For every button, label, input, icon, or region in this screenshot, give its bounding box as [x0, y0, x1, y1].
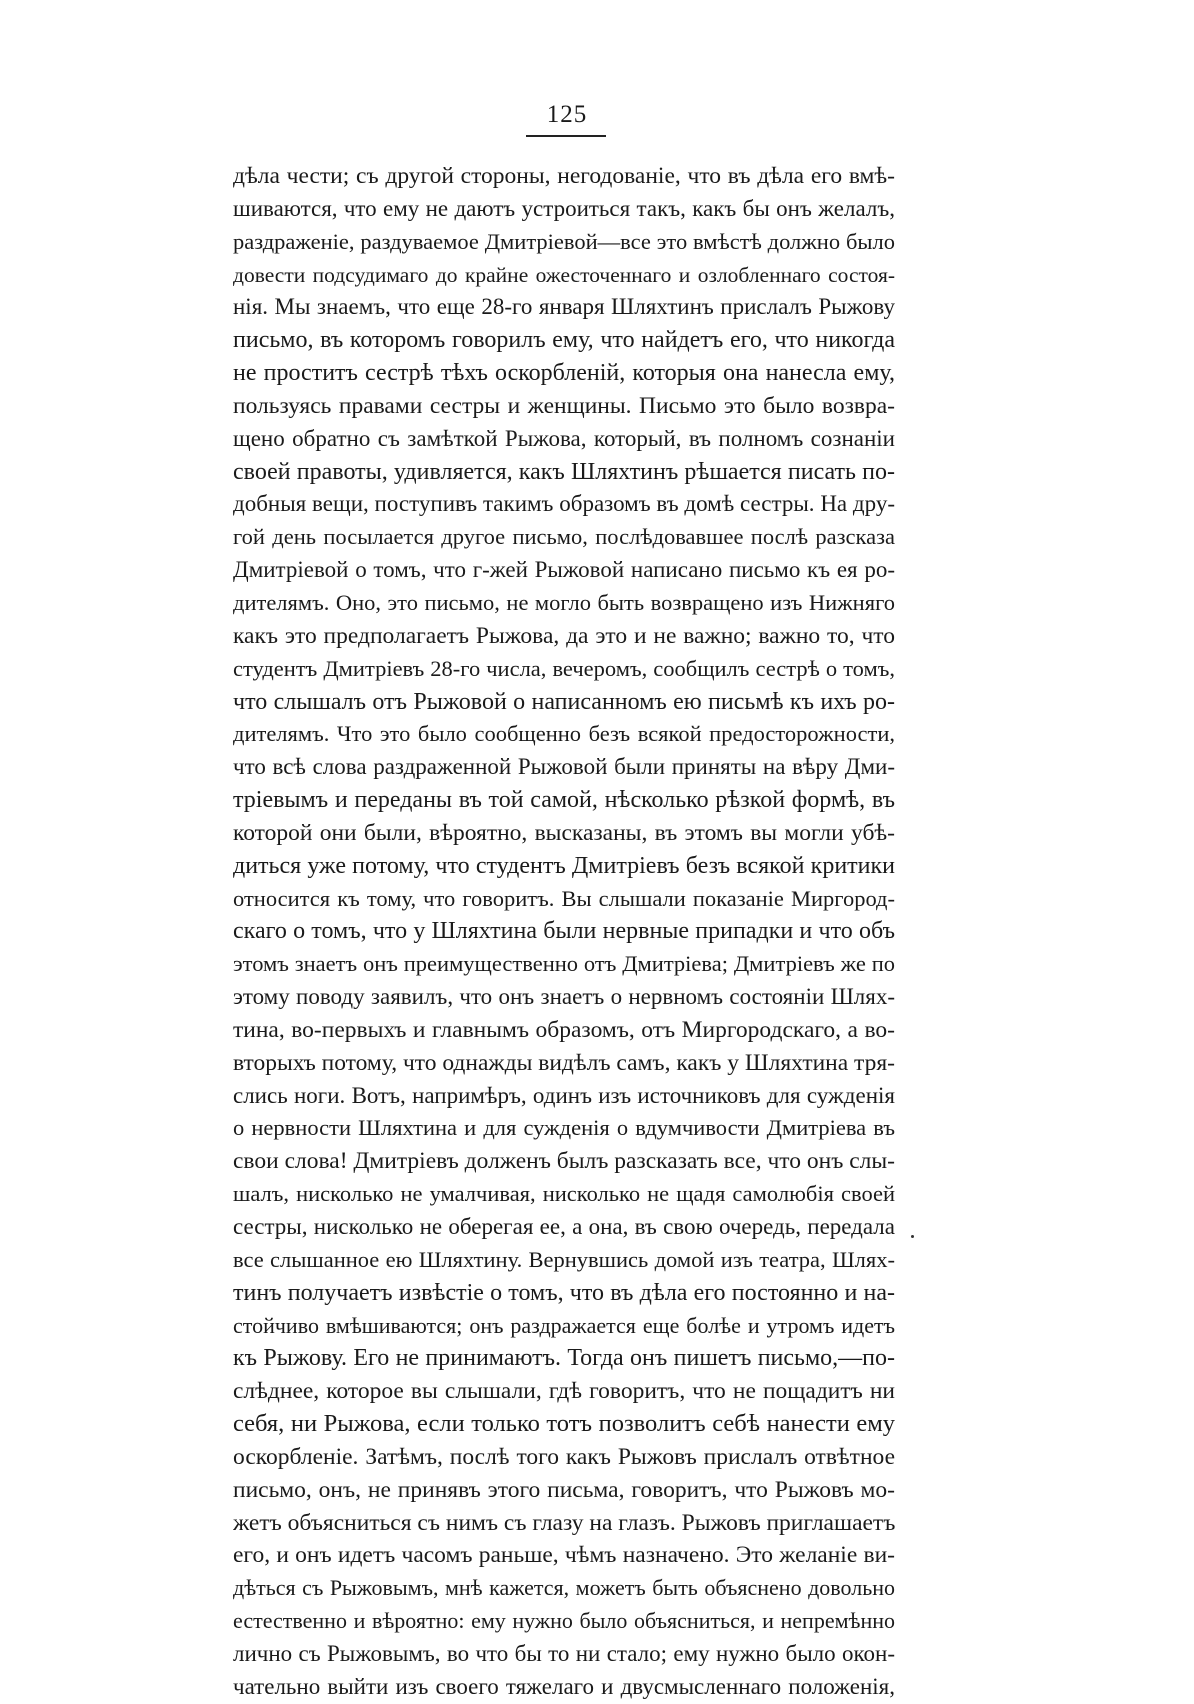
text-line: оскорбленіе. Затѣмъ, послѣ того какъ Рыжовъ прислалъ отвѣтное [233, 1443, 895, 1470]
text-line: себя, ни Рыжова, если только тотъ позволитъ себѣ нанести ему [233, 1410, 895, 1438]
text-line: довести подсудимаго до крайне ожесточеннаго и озлобленнаго состоя- [233, 262, 895, 287]
text-line: о нервности Шляхтина и для сужденія о вдумчивости Дмитріева въ [233, 1115, 895, 1141]
text-line: шалъ, нисколько не умалчивая, нисколько не щадя самолюбія своей [233, 1181, 895, 1207]
text-line: письмо, въ которомъ говорилъ ему, что найдетъ его, что никогда [233, 327, 895, 354]
text-line: стойчиво вмѣшиваются; онъ раздражается еще болѣе и утромъ идетъ [233, 1312, 895, 1338]
page-number: 125 [546, 101, 588, 128]
text-line: тина, во-первыхъ и главнымъ образомъ, отъ Миргородскаго, а во- [233, 1016, 895, 1043]
text-line: пользуясь правами сестры и женщины. Письмо это было возвра- [233, 392, 895, 419]
text-line: своей правоты, удивляется, какъ Шляхтинъ рѣшается писать по- [233, 458, 895, 485]
text-line: слѣднее, которое вы слышали, гдѣ говоритъ, что не пощадитъ ни [233, 1378, 895, 1405]
text-line: Дмитріевой о томъ, что г-жей Рыжовой написано письмо къ ея ро- [233, 557, 895, 583]
text-line: вторыхъ потому, что однажды видѣлъ самъ, какъ у Шляхтина тря- [233, 1049, 895, 1076]
text-line: все слышанное ею Шляхтину. Вернувшись домой изъ театра, Шлях- [233, 1246, 895, 1272]
text-line: какъ это предполагаетъ Рыжова, да это и не важно; важно то, что [233, 622, 895, 649]
text-line: диться уже потому, что студентъ Дмитріевъ безъ всякой критики [233, 852, 895, 879]
text-line: нія. Мы знаемъ, что еще 28-го января Шляхтинъ прислалъ Рыжову [233, 294, 895, 320]
text-line: добныя вещи, поступивъ такимъ образомъ въ домѣ сестры. На дру- [233, 491, 895, 517]
text-line: гой день посылается другое письмо, послѣдовавшее послѣ разсказа [233, 524, 895, 550]
text-line: свои слова! Дмитріевъ долженъ былъ разсказать все, что онъ слы- [233, 1148, 895, 1175]
text-line: тинъ получаетъ извѣстіе о томъ, что въ дѣла его постоянно и на- [233, 1279, 895, 1306]
text-line: что всѣ слова раздраженной Рыжовой были приняты на вѣру Дми- [233, 754, 895, 780]
text-line: сестры, нисколько не оберегая ее, а она, въ свою очередь, передала [233, 1214, 895, 1239]
text-line: естественно и вѣроятно: ему нужно было объясниться, и непремѣнно [233, 1608, 895, 1634]
text-line: письмо, онъ, не принявъ этого письма, говоритъ, что Рыжовъ мо- [233, 1476, 895, 1503]
page-number-rule [526, 135, 606, 137]
text-line: этому поводу заявилъ, что онъ знаетъ о нервномъ состояніи Шлях- [233, 984, 895, 1010]
text-line: жетъ объясниться съ нимъ съ глазу на глазъ. Рыжовъ приглашаетъ [233, 1509, 895, 1536]
text-line: не проститъ сестрѣ тѣхъ оскорбленій, которыя она нанесла ему, [233, 360, 895, 387]
text-line: слись ноги. Вотъ, напримѣръ, одинъ изъ источниковъ для сужденія [233, 1082, 895, 1108]
text-line: дѣться съ Рыжовымъ, мнѣ кажется, можетъ быть объяснено довольно [233, 1575, 895, 1601]
text-line: щено обратно съ замѣткой Рыжова, который, въ полномъ сознаніи [233, 425, 895, 451]
text-line: дителямъ. Что это было сообщенно безъ всякой предосторожности, [233, 721, 895, 747]
text-line: которой они были, вѣроятно, высказаны, въ этомъ вы могли убѣ- [233, 819, 895, 846]
text-line: студентъ Дмитріевъ 28-го числа, вечеромъ, сообщилъ сестрѣ о томъ, [233, 655, 895, 681]
text-line: лично съ Рыжовымъ, во что бы то ни стало; ему нужно было окон- [233, 1640, 895, 1666]
text-line: скаго о томъ, что у Шляхтина были нервные припадки и что объ [233, 918, 895, 945]
text-line: къ Рыжову. Его не принимаютъ. Тогда онъ пишетъ письмо,—по- [233, 1345, 895, 1372]
body-text [233, 160, 895, 1704]
text-line: шиваются, что ему не даютъ устроиться такъ, какъ бы онъ желалъ, [233, 195, 895, 221]
text-line: его, и онъ идетъ часомъ раньше, чѣмъ назначено. Это желаніе ви- [233, 1542, 895, 1569]
text-line: дителямъ. Оно, это письмо, не могло быть возвращено изъ Нижняго [233, 589, 895, 615]
text-line: этомъ знаетъ онъ преимущественно отъ Дмитріева; Дмитріевъ же по [233, 951, 895, 977]
text-line: что слышалъ отъ Рыжовой о написанномъ ею письмѣ къ ихъ ро- [233, 688, 895, 715]
text-line: тріевымъ и переданы въ той самой, нѣсколько рѣзкой формѣ, въ [233, 787, 895, 814]
print-speck [911, 1235, 914, 1238]
text-line: относится къ тому, что говоритъ. Вы слышали показаніе Миргород- [233, 885, 895, 911]
text-line: чательно выйти изъ своего тяжелаго и двусмысленнаго положенія, [233, 1673, 895, 1699]
text-line: дѣла чести; съ другой стороны, негодованіе, что въ дѣла его вмѣ- [233, 163, 895, 189]
text-line: раздраженіе, раздуваемое Дмитріевой—все это вмѣстѣ должно было [233, 228, 895, 254]
